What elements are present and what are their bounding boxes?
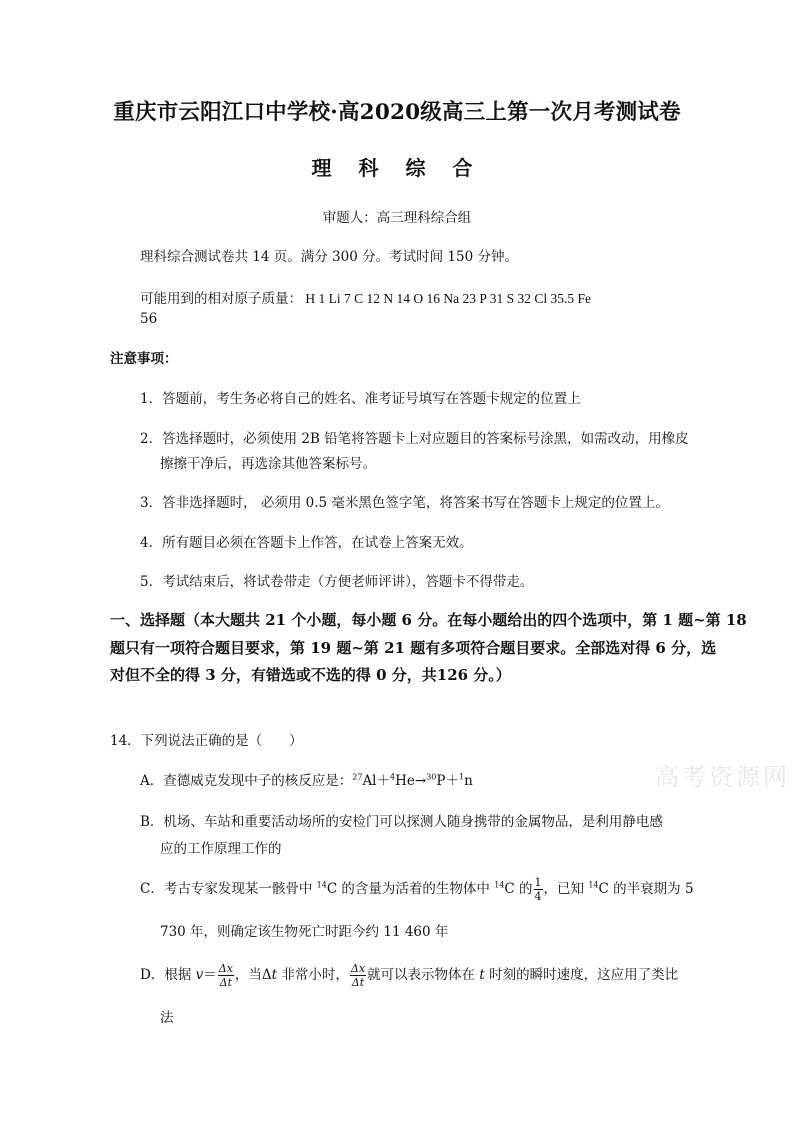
var-v: v <box>195 967 204 983</box>
symbol-al: Al＋ <box>362 773 391 789</box>
note-item-3: 3．答非选择题时， 必须用 0.5 毫米黑色签字笔，将答案书写在答题卡上规定的位置上。 <box>140 495 669 511</box>
option-c-text-3: C 的 <box>504 881 533 897</box>
exam-subtitle: 理 科 综 合 <box>311 156 483 180</box>
note-item-5: 5．考试结束后，将试卷带走（方便老师评讲），答题卡不得带走。 <box>140 574 534 590</box>
section-heading-line1: 一、选择题（本大题共 21 个小题，每小题 6 分。在每小题给出的四个选项中，第 1 题~第 18 <box>110 611 747 629</box>
option-a <box>140 769 473 789</box>
fraction-dx-dt <box>218 962 234 989</box>
reviewer-line: 审题人：高三理科综合组 <box>322 210 472 226</box>
option-d-text-4: 就可以表示物体在 <box>367 967 480 983</box>
option-b-line2: 应的工作原理工作的 <box>160 841 282 857</box>
var-t-2: t <box>479 967 485 983</box>
option-c-line2: 730 年，则确定该生物死亡时距今约 11 460 年 <box>160 924 449 940</box>
symbol-he: He→ <box>395 773 427 789</box>
fraction-dx-2: Δx <box>350 962 366 975</box>
atomic-masses-line1: 可能用到的相对原子质量： H 1 Li 7 C 12 N 14 O 16 Na 23 P 31 S 32 Cl 35.5 Fe <box>140 291 592 306</box>
option-c-text-1: C．考古专家发现某一骸骨中 <box>140 881 317 897</box>
mass-number-he: 4 <box>390 772 396 782</box>
fraction-dt-2: Δt <box>351 976 365 989</box>
mass-number-c-1: 14 <box>316 880 327 890</box>
fraction-one-quarter <box>534 876 543 903</box>
option-d-text-1: D．根据 <box>140 967 196 983</box>
mass-number-al: 27 <box>352 772 363 782</box>
section-heading-line2: 题只有一项符合题目要求，第 19 题~第 21 题有多项符合题目要求。全部选对得 6 分，选 <box>110 639 717 657</box>
note-item-1: 1．答题前，考生务必将自己的姓名、准考证号填写在答题卡规定的位置上 <box>140 391 581 407</box>
option-c-line1 <box>140 876 694 903</box>
mass-number-n: 1 <box>458 772 465 782</box>
fraction-dt: Δt <box>219 976 233 989</box>
atomic-masses-line2: 56 <box>140 311 158 327</box>
var-t-1: t <box>271 967 278 983</box>
option-d-text-3: 非常小时， <box>277 967 349 983</box>
option-d-line1 <box>140 962 678 989</box>
watermark-text: 高考资源网 <box>655 763 790 791</box>
option-c-text-4: ，已知 <box>543 881 589 897</box>
mass-number-c-2: 14 <box>494 880 505 890</box>
option-d-text-5: 时刻的瞬时速度，这应用了类比 <box>484 967 679 983</box>
option-d-text-2: ，当Δ <box>234 967 272 983</box>
mass-number-c-3: 14 <box>588 880 599 890</box>
symbol-p: P＋ <box>436 773 459 789</box>
option-d-equals: ＝ <box>203 967 217 983</box>
mass-number-p: 30 <box>426 772 437 782</box>
option-d-line2: 法 <box>160 1010 174 1026</box>
option-a-text: A．查德威克发现中子的核反应是： <box>140 773 353 789</box>
fraction-denominator: 4 <box>534 890 542 903</box>
fraction-dx-dt-2 <box>350 962 366 989</box>
question-14-stem: 14．下列说法正确的是（ ） <box>110 733 303 749</box>
fraction-dx: Δx <box>218 962 233 975</box>
exam-info: 理科综合测试卷共 14 页。满分 300 分。考试时间 150 分钟。 <box>140 249 518 265</box>
note-item-2-cont: 擦擦干净后，再选涂其他答案标号。 <box>160 456 376 472</box>
option-b-line1: B．机场、车站和重要活动场所的安检门可以探测人随身携带的金属物品，是利用静电感 <box>140 814 663 830</box>
symbol-n: n <box>464 773 473 789</box>
note-item-4: 4．所有题目必须在答题卡上作答，在试卷上答案无效。 <box>140 535 473 551</box>
option-c-text-5: C 的半衰期为 5 <box>598 881 694 897</box>
note-item-2: 2．答选择题时，必须使用 2B 铅笔将答题卡上对应题目的答案标号涂黑，如需改动，用橡皮 <box>140 431 689 447</box>
section-heading-line3: 对但不全的得 3 分，有错选或不选的得 0 分，共126 分。） <box>110 666 511 684</box>
option-c-text-2: C 的含量为活着的生物体中 <box>326 881 495 897</box>
exam-title: 重庆市云阳江口中学校·高2020级高三上第一次月考测试卷 <box>113 100 681 125</box>
notes-heading: 注意事项： <box>110 351 178 367</box>
fraction-numerator: 1 <box>534 876 542 889</box>
